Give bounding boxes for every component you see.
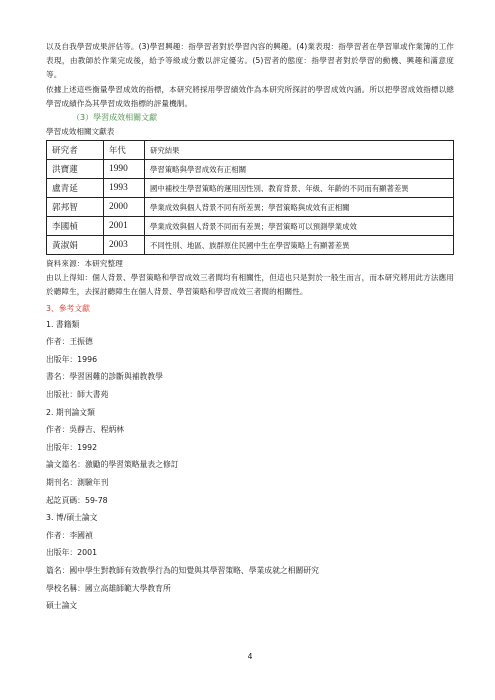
cell-findings: 學業成效與個人背景不同而有差異；學習策略可以預測學業成效	[145, 217, 454, 236]
cell-researcher: 李國楨	[47, 217, 104, 236]
table-row	[47, 160, 454, 179]
cell-researcher: 黃淑娟	[47, 236, 104, 255]
reference-line: 出版年：1996	[46, 354, 98, 364]
cell-year: 2001	[104, 217, 145, 236]
page-number: 4	[247, 652, 253, 661]
reference-line: 3. 博/碩士論文	[46, 513, 98, 523]
table-row	[47, 236, 454, 255]
table-caption: 學習成效相關文獻表	[46, 127, 115, 137]
reference-line: 作者：李國禎	[46, 530, 93, 540]
table-row	[47, 179, 454, 198]
header-findings: 研究結果	[145, 141, 454, 160]
table-row	[47, 217, 454, 236]
reference-line: 碩士論文	[46, 601, 78, 611]
reference-line: 書名：學習困難的診斷與補教教學	[46, 372, 163, 382]
cell-year: 2000	[104, 198, 145, 217]
conclusion-paragraph: 由以上得知：個人背景、學習策略和學習成效三者間均有相關性，但這也只是對於一般生而言，而本研究將用此方法應用於聽障生，去探討聽障生在個人背景、學習策略和學習成效三者間的相關性。	[46, 273, 454, 297]
reference-line: 出版社：師大書苑	[46, 390, 109, 399]
intro-paragraph-2: 依據上述這些衡量學習成效的指標，本研究將採用學習績效作為本研究所探討的學習成效內涵。所以把學習成效指標以總學習成績作為其學習成效指標的評量機制。	[46, 84, 454, 108]
reference-line: 篇名：國中學生對教師有效教學行為的知覺與其學習策略、學業成就之相關研究	[46, 565, 319, 575]
reference-line: 學校名稱：國立高雄師範大學教育所	[46, 583, 171, 593]
reference-line: 2. 期刊論文類	[46, 407, 95, 417]
reference-line: 出版年：2001	[46, 548, 98, 558]
cell-researcher: 洪寶蓮	[47, 160, 104, 179]
table-header-row	[47, 141, 454, 160]
intro-paragraph-1: 以及自我學習成果評估等。(3)學習興趣：指學習者對於學習內容的興趣。(4)業表現：指學習者在學習單或作業簿的工作表現，由教師於作業完成後，給予等級或分數以評定優劣。(5)習者的態度：指學習者對於學習的動機、興趣和滿意度等。	[46, 42, 454, 80]
table-row	[47, 198, 454, 217]
cell-findings: 學習策略與學習成效有正相關	[145, 160, 454, 179]
cell-findings: 國中補校生學習策略的運用因性別、教育背景、年級、年齡的不同而有顯著差異	[145, 179, 454, 198]
references-list	[46, 316, 454, 615]
cell-findings: 學業成效與個人背景不同有所差異；學習策略與成效有正相關	[145, 198, 454, 217]
header-researcher: 研究者	[47, 141, 104, 160]
cell-researcher: 盧青延	[47, 179, 104, 198]
source-note: 資料來源：本研究整理	[46, 259, 123, 269]
references-heading: 3、參考文獻	[46, 303, 90, 313]
reference-line: 起訖頁碼：59-78	[46, 495, 108, 505]
reference-line: 作者：吳靜吉、程炳林	[46, 425, 124, 435]
cell-year: 1993	[104, 179, 145, 198]
reference-line: 論文篇名：激勵的學習策略量表之修訂	[46, 460, 179, 470]
reference-line: 作者：王振德	[46, 337, 93, 347]
reference-line: 出版年：1992	[46, 442, 98, 452]
cell-researcher: 郭邦智	[47, 198, 104, 217]
cell-year: 2003	[104, 236, 145, 255]
cell-findings: 不同性別、地區、族群原住民國中生在學習策略上有顯著差異	[145, 236, 454, 255]
header-year: 年代	[104, 141, 145, 160]
document-page	[46, 40, 454, 661]
section-heading: （3）學習成效相關文獻	[72, 113, 158, 123]
reference-line: 期刊名：測驗年刊	[46, 477, 109, 487]
reference-line: 1. 書籍類	[46, 319, 80, 329]
cell-year: 1990	[104, 160, 145, 179]
literature-table	[46, 140, 454, 255]
